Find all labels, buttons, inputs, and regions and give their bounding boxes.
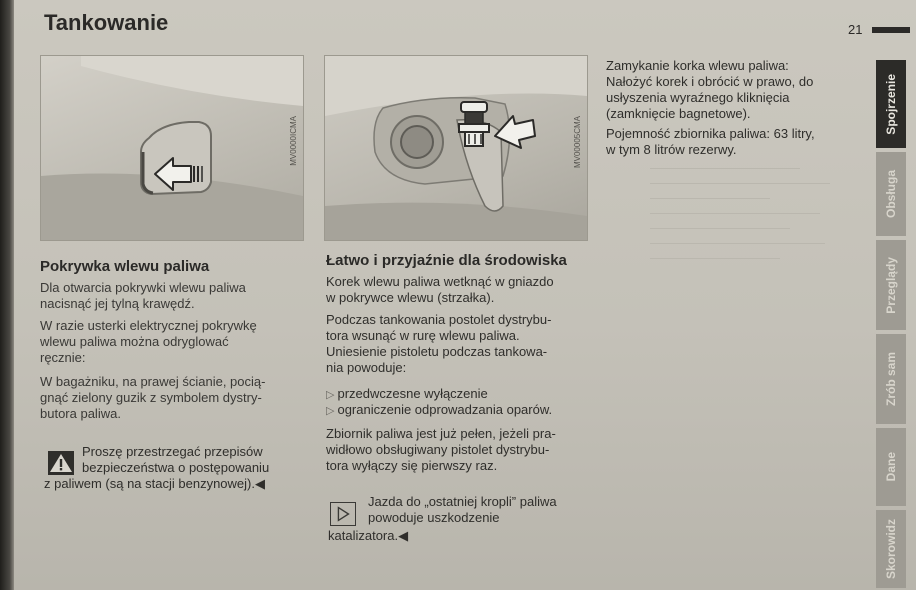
tab-przeglady[interactable]: Przeglądy: [876, 240, 906, 330]
tab-zrob-sam[interactable]: Zrób sam: [876, 334, 906, 424]
list-item: ▷ ograniczenie odprowadzania oparów.: [326, 402, 553, 417]
bullet-triangle-icon: ▷: [326, 405, 335, 417]
paragraph-tank-full: Zbiornik paliwa jest już pełen, jeżeli pra- widłowo obsługiwany pistolet dystrybu- tora wyłączy się pierwszy raz.: [326, 426, 556, 473]
insert-arrow-icon: [493, 110, 537, 150]
tab-skorowidz[interactable]: Skorowidz: [876, 510, 906, 588]
book-spine: [0, 0, 14, 590]
warning-text-2: bezpieczeństwa o postępowaniu: [82, 460, 270, 475]
figure-fuel-cap: [324, 55, 588, 241]
note-play-icon: [330, 502, 356, 526]
page-title: Tankowanie: [44, 10, 169, 35]
page-number-bar: [872, 27, 910, 33]
page-number: 21: [848, 22, 863, 37]
figure-code: MV00005CMA: [573, 116, 582, 169]
paragraph-electrical-fault: W razie usterki elektrycznej pokrywkę wlewu paliwa można odryglować ręcznie:: [40, 318, 257, 365]
figure-code: MV0000ICMA: [289, 116, 298, 166]
section-heading-fuel-flap: Pokrywka wlewu paliwa: [40, 258, 210, 275]
fuel-flap-illustration: [41, 56, 303, 240]
list-item: ▷ przedwczesne wyłączenie: [326, 386, 488, 401]
section-heading-environment: Łatwo i przyjaźnie dla środowiska: [326, 252, 567, 269]
warning-text-3: z paliwem (są na stacji benzynowej).◀: [44, 476, 265, 491]
bullet-triangle-icon: ▷: [326, 389, 335, 401]
paragraph-open-flap: Dla otwarcia pokrywki wlewu paliwa nacisnąć jej tylną krawędź.: [40, 280, 246, 311]
paragraph-cap-insert: Korek wlewu paliwa wetknąć w gniazdo w pokrywce wlewu (strzałka).: [326, 274, 554, 305]
paragraph-closing-cap: Zamykanie korka wlewu paliwa: Nałożyć korek i obrócić w prawo, do usłyszenia wyraźnego kliknięcia (zamknięcie bagnetowe).: [606, 58, 814, 121]
note-text-1: Jazda do „ostatniej kropli” paliwa: [368, 494, 557, 509]
paragraph-trunk-button: W bagażniku, na prawej ścianie, pocią- gnąć zielony guzik z symbolem dystry- butora paliwa.: [40, 374, 266, 421]
paragraph-refueling: Podczas tankowania postolet dystrybu- tora wsunąć w rurę wlewu paliwa. Uniesienie pistoletu podczas tankowa- nia powoduje:: [326, 312, 552, 375]
warning-triangle-icon: [48, 451, 74, 475]
paragraph-tank-capacity: Pojemność zbiornika paliwa: 63 litry, w tym 8 litrów rezerwy.: [606, 126, 815, 157]
warning-text-1: Proszę przestrzegać przepisów: [82, 444, 263, 459]
show-through-text: [650, 160, 840, 273]
tab-dane[interactable]: Dane: [876, 428, 906, 506]
tab-spojrzenie[interactable]: Spojrzenie: [876, 60, 906, 148]
figure-fuel-flap: [40, 55, 304, 241]
press-arrow-icon: [151, 152, 203, 196]
note-text-3: katalizatora.◀: [328, 528, 409, 543]
note-text-2: powoduje uszkodzenie: [368, 510, 500, 525]
tab-obsluga[interactable]: Obsługa: [876, 152, 906, 236]
